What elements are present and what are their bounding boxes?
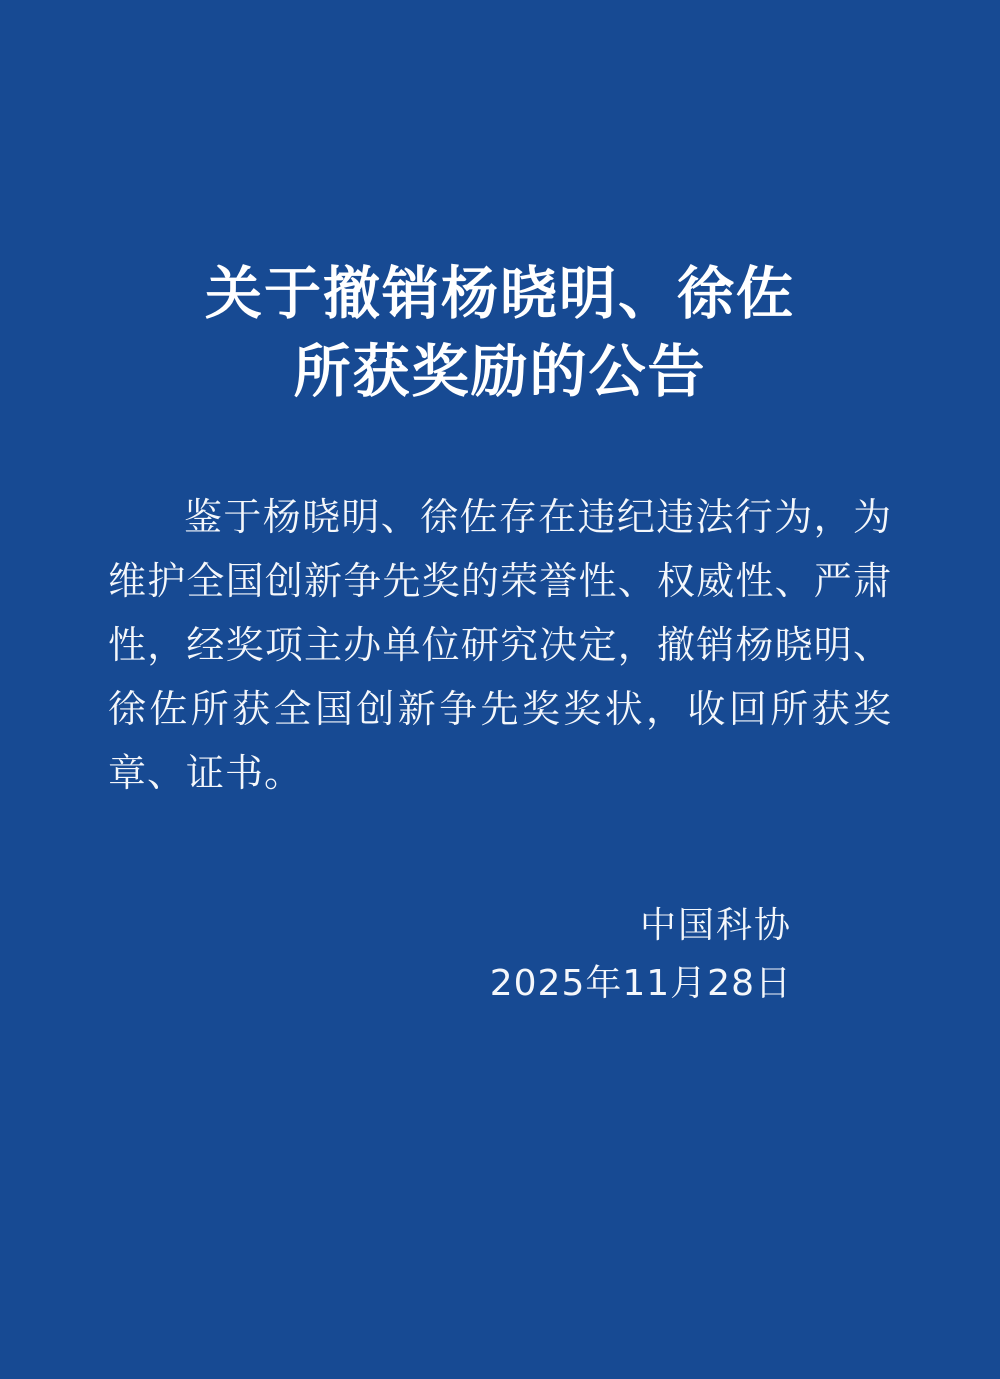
signature-date: 2025年11月28日 (489, 963, 792, 1004)
announcement-body: 鉴于杨晓明、徐佐存在违纪违法行为，为维护全国创新争先奖的荣誉性、权威性、严肃性，经奖项主办单位研究决定，撤销杨晓明、徐佐所获全国创新争先奖奖状，收回所获奖章、证书。 (108, 495, 892, 795)
announcement-content (100, 255, 900, 1013)
signature-organization: 中国科协 (639, 905, 792, 946)
title-line-1: 关于撤销杨晓明、徐佐 (205, 260, 795, 327)
page-title (100, 255, 900, 411)
title-line-2: 所获奖励的公告 (293, 338, 707, 405)
signature-block (100, 897, 900, 1013)
